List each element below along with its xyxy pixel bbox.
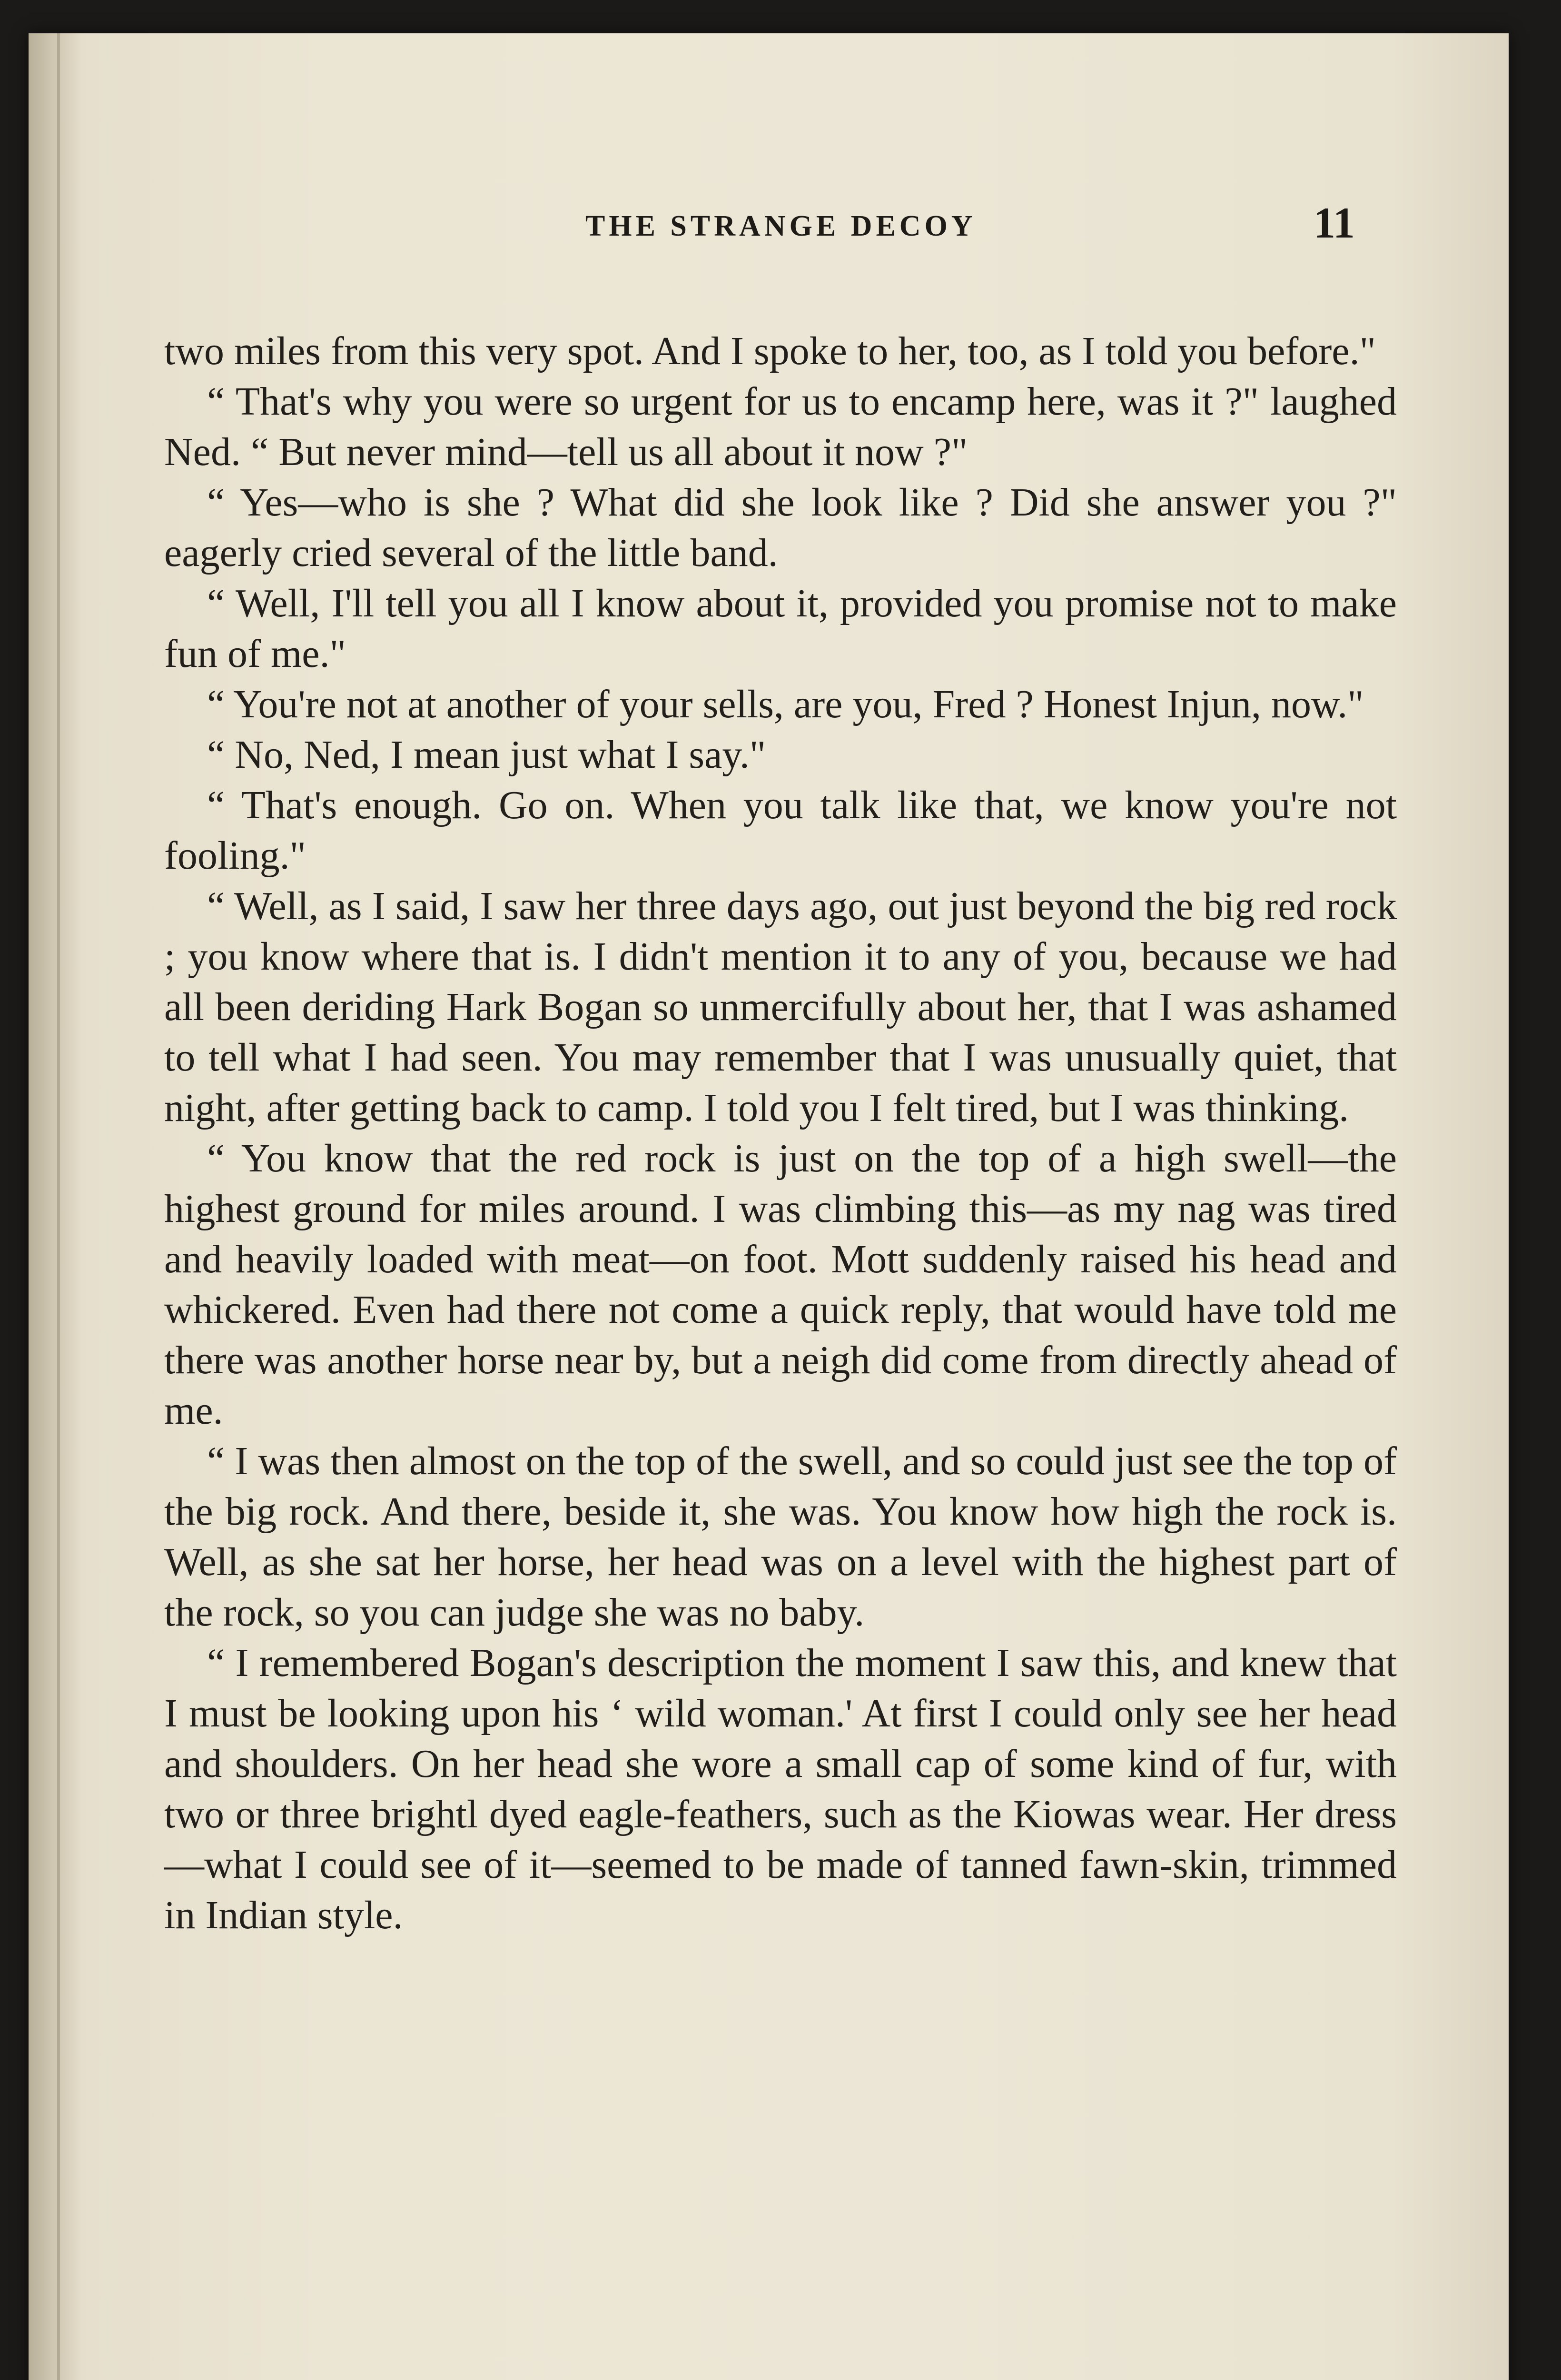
paragraph-9: “ You know that the red rock is just on the top of a high swell—the highest ground for miles around. I was climbing this—as my nag was tired and heavily loaded with meat—on foot. Mott suddenly raised his head and whickered. Even had there not come a quick reply, that would have told me there was another horse near by, but a neigh did come from directly ahead of me.: [164, 1136, 1397, 1433]
paragraph-8: “ Well, as I said, I saw her three days ago, out just beyond the big red rock ; you know where that is. I didn't mention it to any of you, because we had all been deriding Hark Bogan so unmercifully about her, that I was ashamed to tell what I had seen. You may remember that I was unusually quiet, that night, after getting back to camp. I told you I felt tired, but I was thinking.: [164, 884, 1397, 1130]
paragraph-4: “ Well, I'll tell you all I know about it, provided you promise not to make fun of me.": [164, 581, 1397, 676]
running-head-title: THE STRANGE DECOY: [585, 210, 977, 242]
paragraph-5: “ You're not at another of your sells, are you, Fred ? Honest Injun, now.": [207, 682, 1364, 726]
page-number: 11: [1314, 198, 1355, 247]
paragraph-3: “ Yes—who is she ? What did she look like ? Did she answer you ?" eagerly cried several of the little band.: [164, 480, 1397, 575]
page-gutter-shadow: [29, 33, 81, 2380]
book-page: [29, 33, 1509, 2380]
binding-edge: [57, 33, 60, 2380]
body-text: [164, 326, 1397, 1941]
paragraph-11: “ I remembered Bogan's description the moment I saw this, and knew that I must be looking upon his ‘ wild woman.' At first I could only see her head and shoulders. On her head she wore a small cap of some kind of fur, with two or three brightl dyed eagle-feathers, such as the Kiowas wear. Her dress—what I could see of it—seemed to be made of tanned fawn-skin, trimmed in Indian style.: [164, 1641, 1397, 1937]
paragraph-2: “ That's why you were so urgent for us to encamp here, was it ?" laughed Ned. “ But never mind—tell us all about it now ?": [164, 379, 1397, 474]
paragraph-1: two miles from this very spot. And I spoke to her, too, as I told you before.": [164, 329, 1376, 373]
paragraph-10: “ I was then almost on the top of the swell, and so could just see the top of the big rock. And there, beside it, she was. You know how high the rock is. Well, as she sat her horse, her head was on a level with the highest part of the rock, so you can judge she was no baby.: [164, 1439, 1397, 1635]
paragraph-7: “ That's enough. Go on. When you talk like that, we know you're not fooling.": [164, 783, 1397, 878]
paragraph-6: “ No, Ned, I mean just what I say.": [207, 733, 766, 777]
